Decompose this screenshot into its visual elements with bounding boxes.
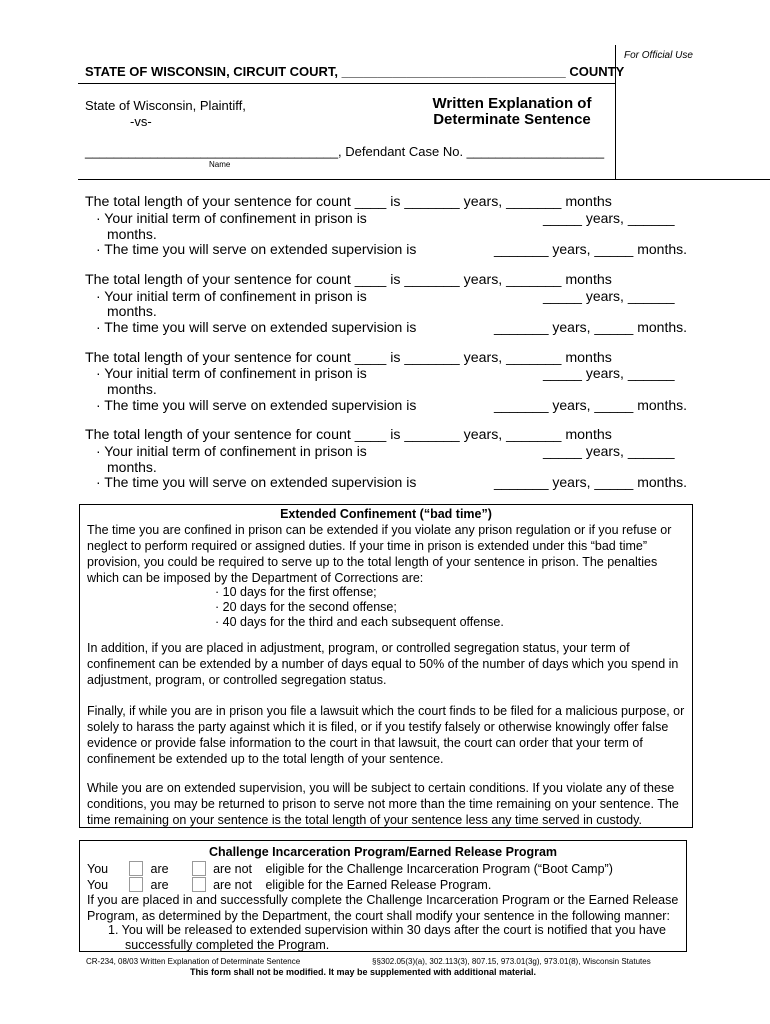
extended-paragraph-3: Finally, if while you are in prison you file a lawsuit which the court finds to be filed for a malicious purpose, or solely to harass the party against which it is filed, or if you testify falsely or otherwise knowingly offer false evidence or provide false information to the court in that lawsuit, the court can order that your term of confinement be extended up to the total length of your sentence.	[87, 704, 685, 766]
extended-paragraph-4: While you are on extended supervision, you will be subject to certain conditions. If you violate any of these conditions, you may be returned to prison to serve not more than the time remaining on your sentence. The time remaining on your sentence is the total length of your sentence less any time served in custody.	[87, 781, 679, 827]
are-checkbox[interactable]	[129, 877, 143, 892]
initial-term-value[interactable]: _____ years, ______	[543, 210, 675, 226]
challenge-paragraph: If you are placed in and successfully complete the Challenge Incarceration Program or the Earned Release Program, as determined by the Department, the court shall modify your sentence in the following manner:	[87, 893, 679, 923]
eligibility-text: eligible for the Challenge Incarceration Program (“Boot Camp”)	[265, 862, 613, 876]
plaintiff-label: State of Wisconsin, Plaintiff,	[85, 98, 246, 113]
form-title-line1: Written Explanation of	[432, 95, 592, 112]
caption-rule	[78, 83, 615, 84]
form-notice: This form shall not be modified. It may be supplemented with additional material.	[190, 967, 537, 977]
initial-term-months: months.	[107, 381, 157, 397]
extended-paragraph-1: The time you are confined in prison can be extended if you violate any prison regulation or if you refuse or neglect to perform required or assigned duties. If your time in prison is extended under this “bad time” provision, you could be required to serve up to the total length of your sentence in prison. The penalties which can be imposed by the Department of Corrections are:	[87, 523, 672, 585]
initial-term-months: months.	[107, 459, 157, 475]
supervision-label: · The time you will serve on extended supervision is	[96, 474, 417, 490]
penalty-item: · 40 days for the third and each subsequent offense.	[215, 615, 504, 629]
count-total[interactable]: The total length of your sentence for count ____ is _______ years, _______ months	[85, 194, 612, 210]
versus-label: -vs-	[130, 114, 152, 129]
initial-term-value[interactable]: _____ years, ______	[543, 443, 675, 459]
extended-paragraph-2: In addition, if you are placed in adjustment, program, or controlled segregation status, your term of confinement can be extended by a number of days equal to 50% of the number of days which you spend in adjustment, program, or controlled segregation status.	[87, 641, 679, 687]
statutes: §§302.05(3)(a), 302.113(3), 807.15, 973.01(3g), 973.01(8), Wisconsin Statutes	[372, 957, 651, 966]
you-label: You	[87, 862, 109, 876]
supervision-value[interactable]: _______ years, _____ months.	[494, 319, 688, 335]
initial-term-value[interactable]: _____ years, ______	[543, 365, 675, 381]
eligibility-text: eligible for the Earned Release Program.	[265, 878, 492, 892]
are-not-checkbox[interactable]	[192, 877, 206, 892]
initial-term-months: months.	[107, 303, 157, 319]
official-use-label: For Official Use	[624, 50, 693, 61]
count-total[interactable]: The total length of your sentence for count ____ is _______ years, _______ months	[85, 427, 612, 443]
penalty-item: · 10 days for the first offense;	[215, 585, 377, 599]
are-checkbox[interactable]	[129, 861, 143, 876]
challenge-item-1-line2: successfully completed the Program.	[125, 938, 330, 952]
supervision-label: · The time you will serve on extended supervision is	[96, 397, 417, 413]
challenge-program-heading: Challenge Incarceration Program/Earned Release Program	[208, 845, 558, 859]
supervision-value[interactable]: _______ years, _____ months.	[494, 397, 688, 413]
challenge-item-1-line1: 1. You will be released to extended supervision within 30 days after the court is notified that you have	[108, 923, 666, 937]
earned-release-row	[87, 877, 491, 892]
supervision-label: · The time you will serve on extended supervision is	[96, 241, 417, 257]
are-not-label: are not	[213, 878, 252, 892]
are-label: are	[150, 878, 169, 892]
form-title	[412, 96, 612, 128]
are-label: are	[150, 862, 169, 876]
initial-term-value[interactable]: _____ years, ______	[543, 288, 675, 304]
penalty-item: · 20 days for the second offense;	[215, 600, 397, 614]
form-title-line2: Determinate Sentence	[433, 111, 591, 128]
form-id: CR-234, 08/03 Written Explanation of Determinate Sentence	[86, 957, 301, 966]
are-not-label: are not	[213, 862, 252, 876]
supervision-value[interactable]: _______ years, _____ months.	[494, 241, 688, 257]
initial-term-label: · Your initial term of confinement in prison is	[96, 443, 367, 459]
count-total[interactable]: The total length of your sentence for count ____ is _______ years, _______ months	[85, 350, 612, 366]
court-caption: STATE OF WISCONSIN, CIRCUIT COURT, _______________________________ COUNTY	[85, 64, 625, 79]
initial-term-label: · Your initial term of confinement in prison is	[96, 365, 367, 381]
extended-confinement-heading: Extended Confinement (“bad time”)	[280, 507, 492, 521]
defendant-case-line[interactable]: ___________________________________, Defendant Case No. ___________________	[85, 144, 605, 159]
initial-term-label: · Your initial term of confinement in prison is	[96, 288, 367, 304]
supervision-label: · The time you will serve on extended supervision is	[96, 319, 417, 335]
header-bottom-rule	[78, 179, 770, 180]
count-total[interactable]: The total length of your sentence for count ____ is _______ years, _______ months	[85, 272, 612, 288]
name-label: Name	[209, 160, 231, 169]
initial-term-months: months.	[107, 226, 157, 242]
are-not-checkbox[interactable]	[192, 861, 206, 876]
you-label: You	[87, 878, 109, 892]
supervision-value[interactable]: _______ years, _____ months.	[494, 474, 688, 490]
boot-camp-row	[87, 861, 613, 876]
initial-term-label: · Your initial term of confinement in prison is	[96, 210, 367, 226]
